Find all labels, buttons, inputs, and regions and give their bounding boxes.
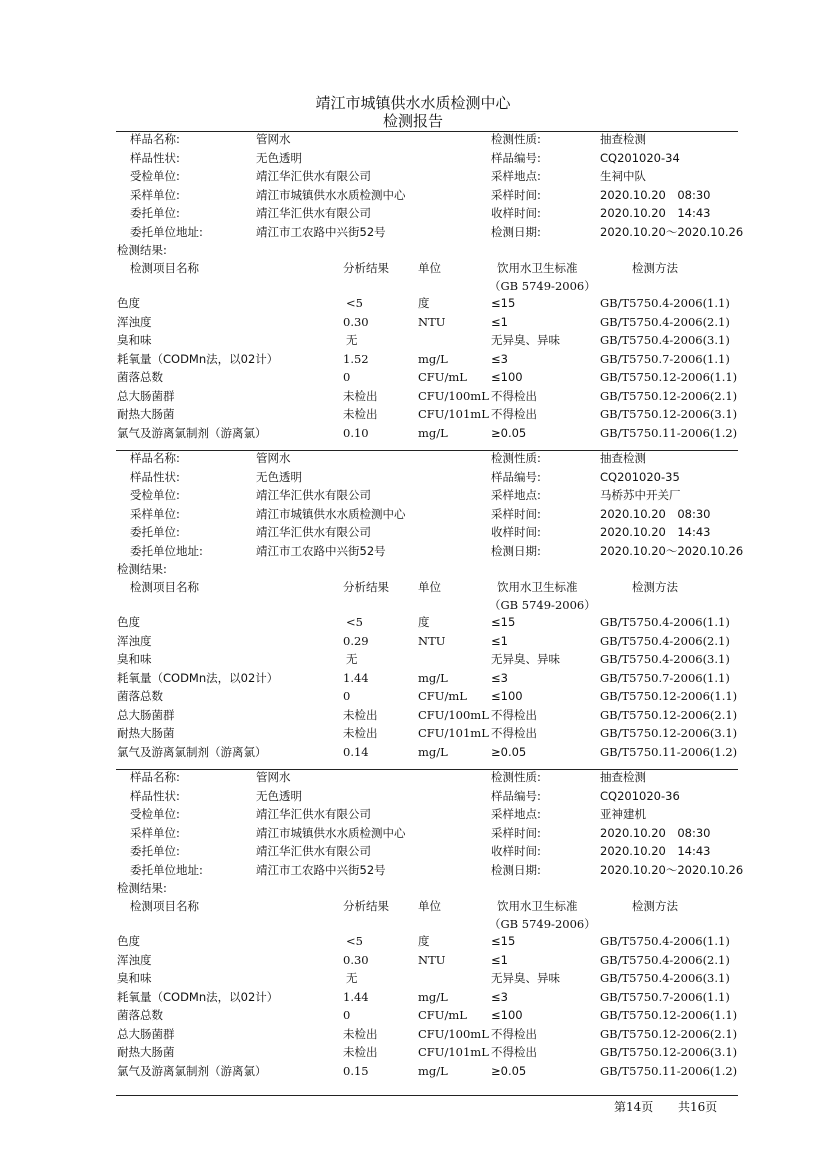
value-sample-name: 管网水 bbox=[256, 132, 291, 146]
label-client-unit: 委托单位: bbox=[130, 206, 180, 220]
cell-standard: ≤3 bbox=[491, 670, 508, 685]
col-result-header: 分析结果 bbox=[343, 261, 389, 275]
cell-method: GB/T5750.12-2006(1.1) bbox=[600, 1008, 738, 1022]
label-sampling-site: 采样地点: bbox=[491, 807, 541, 821]
cell-method: GB/T5750.4-2006(2.1) bbox=[600, 633, 730, 648]
value-receive-time: 2020.10.20 14:43 bbox=[600, 206, 711, 220]
value-inspected-unit: 靖江华汇供水有限公司 bbox=[256, 807, 371, 821]
label-sampling-unit: 采样单位: bbox=[130, 506, 180, 521]
cell-method: GB/T5750.4-2006(1.1) bbox=[600, 296, 730, 310]
value-sample-name: 管网水 bbox=[256, 451, 291, 465]
value-test-nature: 抽查检测 bbox=[600, 770, 646, 784]
label-sample-no: 样品编号: bbox=[491, 469, 541, 484]
value-inspected-unit: 靖江华汇供水有限公司 bbox=[256, 169, 371, 183]
cell-standard: 不得检出 bbox=[491, 388, 537, 403]
label-sampling-time: 采样时间: bbox=[491, 825, 541, 840]
cell-result: 未检出 bbox=[343, 388, 378, 403]
label-sample-state: 样品性状: bbox=[130, 150, 180, 165]
label-sampling-site: 采样地点: bbox=[491, 488, 541, 502]
label-receive-time: 收样时间: bbox=[491, 525, 541, 539]
cell-item: 氯气及游离氯制剂（游离氯） bbox=[117, 425, 267, 440]
label-sample-state: 样品性状: bbox=[130, 469, 180, 484]
cell-method: GB/T5750.4-2006(2.1) bbox=[600, 952, 730, 967]
bottom-rule bbox=[116, 1095, 738, 1096]
cell-item: 浑浊度 bbox=[117, 952, 152, 967]
cell-result: <5 bbox=[346, 934, 363, 948]
col-result-header: 分析结果 bbox=[343, 899, 389, 913]
cell-item: 耐热大肠菌 bbox=[117, 1045, 175, 1059]
cell-item: 氯气及游离氯制剂（游离氯） bbox=[117, 1063, 267, 1078]
cell-unit: CFU/101mL bbox=[418, 726, 489, 740]
label-test-nature: 检测性质: bbox=[491, 132, 541, 146]
cell-item: 色度 bbox=[117, 615, 140, 629]
label-test-date: 检测日期: bbox=[491, 862, 541, 877]
col-standard-subheader: （GB 5749-2006） bbox=[489, 598, 596, 612]
value-test-nature: 抽查检测 bbox=[600, 132, 646, 146]
results-heading: 检测结果: bbox=[117, 243, 167, 257]
cell-unit: NTU bbox=[418, 633, 446, 648]
cell-item: 耗氧量（CODMn法，以02计） bbox=[117, 670, 279, 685]
col-method-header: 检测方法 bbox=[632, 261, 678, 275]
label-sample-no: 样品编号: bbox=[491, 150, 541, 165]
value-receive-time: 2020.10.20 14:43 bbox=[600, 844, 711, 858]
value-sample-no: CQ201020-36 bbox=[600, 788, 680, 803]
label-sampling-time: 采样时间: bbox=[491, 187, 541, 202]
value-client-unit: 靖江华汇供水有限公司 bbox=[256, 844, 371, 858]
cell-standard: ≤15 bbox=[491, 615, 516, 629]
cell-unit: CFU/100mL bbox=[418, 1026, 489, 1041]
report-title: 检测报告 bbox=[382, 112, 443, 130]
cell-unit: NTU bbox=[418, 952, 446, 967]
label-test-date: 检测日期: bbox=[491, 543, 541, 558]
page-number: 第14页 bbox=[614, 1100, 654, 1114]
cell-standard: 不得检出 bbox=[491, 407, 537, 421]
cell-unit: 度 bbox=[418, 934, 430, 948]
col-unit-header: 单位 bbox=[418, 899, 441, 913]
value-test-nature: 抽查检测 bbox=[600, 451, 646, 465]
label-receive-time: 收样时间: bbox=[491, 206, 541, 220]
cell-unit: CFU/mL bbox=[418, 689, 467, 703]
cell-standard: 不得检出 bbox=[491, 1026, 537, 1041]
value-sampling-site: 马桥苏中开关厂 bbox=[600, 488, 681, 502]
value-sampling-unit: 靖江市城镇供水水质检测中心 bbox=[256, 825, 406, 840]
cell-standard: ≤1 bbox=[491, 314, 508, 329]
cell-item: 浑浊度 bbox=[117, 633, 152, 648]
cell-result: <5 bbox=[346, 615, 363, 629]
cell-item: 色度 bbox=[117, 934, 140, 948]
cell-result: 未检出 bbox=[343, 1045, 378, 1059]
value-test-date: 2020.10.20～2020.10.26 bbox=[600, 543, 744, 558]
cell-item: 总大肠菌群 bbox=[117, 388, 175, 403]
cell-result: 0.30 bbox=[343, 314, 369, 329]
cell-result: 未检出 bbox=[343, 707, 378, 722]
cell-result: 0 bbox=[343, 370, 351, 384]
cell-method: GB/T5750.4-2006(3.1) bbox=[600, 652, 730, 666]
cell-item: 臭和味 bbox=[117, 652, 152, 666]
cell-item: 菌落总数 bbox=[117, 1008, 163, 1022]
cell-item: 总大肠菌群 bbox=[117, 1026, 175, 1041]
cell-result: 0.30 bbox=[343, 952, 369, 967]
label-client-address: 委托单位地址: bbox=[130, 543, 203, 558]
value-client-address: 靖江市工农路中兴街52号 bbox=[256, 224, 386, 239]
cell-result: 0.29 bbox=[343, 633, 369, 648]
col-standard-header: 饮用水卫生标准 bbox=[497, 261, 578, 275]
cell-result: 0.15 bbox=[343, 1063, 369, 1078]
col-method-header: 检测方法 bbox=[632, 580, 678, 594]
label-inspected-unit: 受检单位: bbox=[130, 488, 180, 502]
label-client-address: 委托单位地址: bbox=[130, 862, 203, 877]
cell-standard: 不得检出 bbox=[491, 707, 537, 722]
cell-unit: NTU bbox=[418, 314, 446, 329]
cell-unit: CFU/100mL bbox=[418, 388, 489, 403]
cell-item: 臭和味 bbox=[117, 333, 152, 347]
value-sampling-site: 生祠中队 bbox=[600, 169, 646, 183]
cell-method: GB/T5750.7-2006(1.1) bbox=[600, 351, 730, 366]
label-client-unit: 委托单位: bbox=[130, 844, 180, 858]
cell-result: 0.14 bbox=[343, 744, 369, 759]
label-sample-name: 样品名称: bbox=[130, 770, 180, 784]
label-client-unit: 委托单位: bbox=[130, 525, 180, 539]
cell-unit: mg/L bbox=[418, 425, 448, 440]
label-test-nature: 检测性质: bbox=[491, 451, 541, 465]
cell-standard: 无异臭、异味 bbox=[491, 971, 560, 985]
cell-standard: ≤100 bbox=[491, 370, 523, 384]
cell-standard: ≤15 bbox=[491, 934, 516, 948]
cell-result: 无 bbox=[346, 333, 358, 347]
cell-result: 0 bbox=[343, 689, 351, 703]
value-test-date: 2020.10.20～2020.10.26 bbox=[600, 224, 744, 239]
value-sampling-time: 2020.10.20 08:30 bbox=[600, 506, 711, 521]
cell-method: GB/T5750.11-2006(1.2) bbox=[600, 425, 738, 440]
cell-unit: mg/L bbox=[418, 989, 448, 1004]
label-sampling-site: 采样地点: bbox=[491, 169, 541, 183]
report-title-org: 靖江市城镇供水水质检测中心 bbox=[315, 94, 511, 112]
col-item-header: 检测项目名称 bbox=[130, 899, 199, 913]
cell-item: 耐热大肠菌 bbox=[117, 726, 175, 740]
cell-method: GB/T5750.12-2006(2.1) bbox=[600, 707, 738, 722]
col-item-header: 检测项目名称 bbox=[130, 261, 199, 275]
cell-method: GB/T5750.7-2006(1.1) bbox=[600, 670, 730, 685]
label-sample-state: 样品性状: bbox=[130, 788, 180, 803]
cell-method: GB/T5750.4-2006(1.1) bbox=[600, 615, 730, 629]
col-standard-subheader: （GB 5749-2006） bbox=[489, 917, 596, 931]
cell-result: 1.52 bbox=[343, 351, 369, 366]
cell-result: 未检出 bbox=[343, 407, 378, 421]
label-receive-time: 收样时间: bbox=[491, 844, 541, 858]
cell-result: 未检出 bbox=[343, 1026, 378, 1041]
value-sampling-time: 2020.10.20 08:30 bbox=[600, 825, 711, 840]
value-client-unit: 靖江华汇供水有限公司 bbox=[256, 206, 371, 220]
label-sampling-time: 采样时间: bbox=[491, 506, 541, 521]
cell-unit: CFU/100mL bbox=[418, 707, 489, 722]
cell-method: GB/T5750.12-2006(1.1) bbox=[600, 370, 738, 384]
cell-standard: ≤3 bbox=[491, 351, 508, 366]
cell-result: 未检出 bbox=[343, 726, 378, 740]
cell-result: 无 bbox=[346, 971, 358, 985]
col-result-header: 分析结果 bbox=[343, 580, 389, 594]
cell-standard: ≤3 bbox=[491, 989, 508, 1004]
cell-standard: 无异臭、异味 bbox=[491, 333, 560, 347]
page-total: 共16页 bbox=[678, 1100, 718, 1114]
cell-unit: CFU/mL bbox=[418, 1008, 467, 1022]
cell-result: <5 bbox=[346, 296, 363, 310]
cell-item: 菌落总数 bbox=[117, 370, 163, 384]
cell-method: GB/T5750.12-2006(1.1) bbox=[600, 689, 738, 703]
cell-method: GB/T5750.4-2006(1.1) bbox=[600, 934, 730, 948]
value-test-date: 2020.10.20～2020.10.26 bbox=[600, 862, 744, 877]
label-sampling-unit: 采样单位: bbox=[130, 187, 180, 202]
cell-standard: 无异臭、异味 bbox=[491, 652, 560, 666]
cell-result: 1.44 bbox=[343, 989, 369, 1004]
cell-item: 浑浊度 bbox=[117, 314, 152, 329]
value-sample-no: CQ201020-35 bbox=[600, 469, 680, 484]
cell-item: 总大肠菌群 bbox=[117, 707, 175, 722]
value-sampling-time: 2020.10.20 08:30 bbox=[600, 187, 711, 202]
label-inspected-unit: 受检单位: bbox=[130, 807, 180, 821]
cell-unit: mg/L bbox=[418, 1063, 448, 1078]
results-heading: 检测结果: bbox=[117, 881, 167, 895]
cell-method: GB/T5750.4-2006(3.1) bbox=[600, 971, 730, 985]
col-item-header: 检测项目名称 bbox=[130, 580, 199, 594]
value-sample-no: CQ201020-34 bbox=[600, 150, 680, 165]
cell-unit: CFU/101mL bbox=[418, 407, 489, 421]
cell-result: 1.44 bbox=[343, 670, 369, 685]
cell-method: GB/T5750.7-2006(1.1) bbox=[600, 989, 730, 1004]
label-test-date: 检测日期: bbox=[491, 224, 541, 239]
cell-item: 耗氧量（CODMn法，以02计） bbox=[117, 351, 279, 366]
cell-standard: ≤100 bbox=[491, 1008, 523, 1022]
col-standard-subheader: （GB 5749-2006） bbox=[489, 279, 596, 293]
col-unit-header: 单位 bbox=[418, 261, 441, 275]
col-unit-header: 单位 bbox=[418, 580, 441, 594]
cell-item: 氯气及游离氯制剂（游离氯） bbox=[117, 744, 267, 759]
cell-result: 无 bbox=[346, 652, 358, 666]
cell-standard: ≤1 bbox=[491, 633, 508, 648]
cell-unit: mg/L bbox=[418, 670, 448, 685]
label-sample-name: 样品名称: bbox=[130, 132, 180, 146]
cell-standard: ≤15 bbox=[491, 296, 516, 310]
cell-method: GB/T5750.4-2006(2.1) bbox=[600, 314, 730, 329]
cell-unit: 度 bbox=[418, 615, 430, 629]
label-sample-no: 样品编号: bbox=[491, 788, 541, 803]
col-method-header: 检测方法 bbox=[632, 899, 678, 913]
value-sample-state: 无色透明 bbox=[256, 150, 302, 165]
cell-unit: mg/L bbox=[418, 351, 448, 366]
value-client-address: 靖江市工农路中兴街52号 bbox=[256, 862, 386, 877]
value-sampling-unit: 靖江市城镇供水水质检测中心 bbox=[256, 187, 406, 202]
cell-item: 臭和味 bbox=[117, 971, 152, 985]
cell-method: GB/T5750.12-2006(3.1) bbox=[600, 1045, 738, 1059]
cell-standard: ≤100 bbox=[491, 689, 523, 703]
cell-method: GB/T5750.12-2006(2.1) bbox=[600, 388, 738, 403]
cell-item: 菌落总数 bbox=[117, 689, 163, 703]
cell-item: 色度 bbox=[117, 296, 140, 310]
cell-unit: 度 bbox=[418, 296, 430, 310]
value-client-address: 靖江市工农路中兴街52号 bbox=[256, 543, 386, 558]
cell-standard: ≥0.05 bbox=[491, 744, 527, 759]
value-sampling-unit: 靖江市城镇供水水质检测中心 bbox=[256, 506, 406, 521]
cell-unit: CFU/mL bbox=[418, 370, 467, 384]
label-sample-name: 样品名称: bbox=[130, 451, 180, 465]
cell-standard: ≥0.05 bbox=[491, 425, 527, 440]
cell-method: GB/T5750.12-2006(2.1) bbox=[600, 1026, 738, 1041]
value-inspected-unit: 靖江华汇供水有限公司 bbox=[256, 488, 371, 502]
label-inspected-unit: 受检单位: bbox=[130, 169, 180, 183]
label-client-address: 委托单位地址: bbox=[130, 224, 203, 239]
value-sample-state: 无色透明 bbox=[256, 469, 302, 484]
cell-standard: 不得检出 bbox=[491, 726, 537, 740]
cell-standard: 不得检出 bbox=[491, 1045, 537, 1059]
cell-result: 0 bbox=[343, 1008, 351, 1022]
cell-method: GB/T5750.11-2006(1.2) bbox=[600, 1063, 738, 1078]
col-standard-header: 饮用水卫生标准 bbox=[497, 580, 578, 594]
col-standard-header: 饮用水卫生标准 bbox=[497, 899, 578, 913]
value-sample-name: 管网水 bbox=[256, 770, 291, 784]
cell-item: 耐热大肠菌 bbox=[117, 407, 175, 421]
results-heading: 检测结果: bbox=[117, 562, 167, 576]
cell-method: GB/T5750.12-2006(3.1) bbox=[600, 726, 738, 740]
cell-item: 耗氧量（CODMn法，以02计） bbox=[117, 989, 279, 1004]
label-sampling-unit: 采样单位: bbox=[130, 825, 180, 840]
value-sampling-site: 亚神建机 bbox=[600, 807, 646, 821]
cell-result: 0.10 bbox=[343, 425, 369, 440]
value-receive-time: 2020.10.20 14:43 bbox=[600, 525, 711, 539]
label-test-nature: 检测性质: bbox=[491, 770, 541, 784]
value-sample-state: 无色透明 bbox=[256, 788, 302, 803]
cell-unit: CFU/101mL bbox=[418, 1045, 489, 1059]
cell-standard: ≥0.05 bbox=[491, 1063, 527, 1078]
value-client-unit: 靖江华汇供水有限公司 bbox=[256, 525, 371, 539]
cell-unit: mg/L bbox=[418, 744, 448, 759]
cell-method: GB/T5750.11-2006(1.2) bbox=[600, 744, 738, 759]
cell-method: GB/T5750.4-2006(3.1) bbox=[600, 333, 730, 347]
cell-standard: ≤1 bbox=[491, 952, 508, 967]
cell-method: GB/T5750.12-2006(3.1) bbox=[600, 407, 738, 421]
